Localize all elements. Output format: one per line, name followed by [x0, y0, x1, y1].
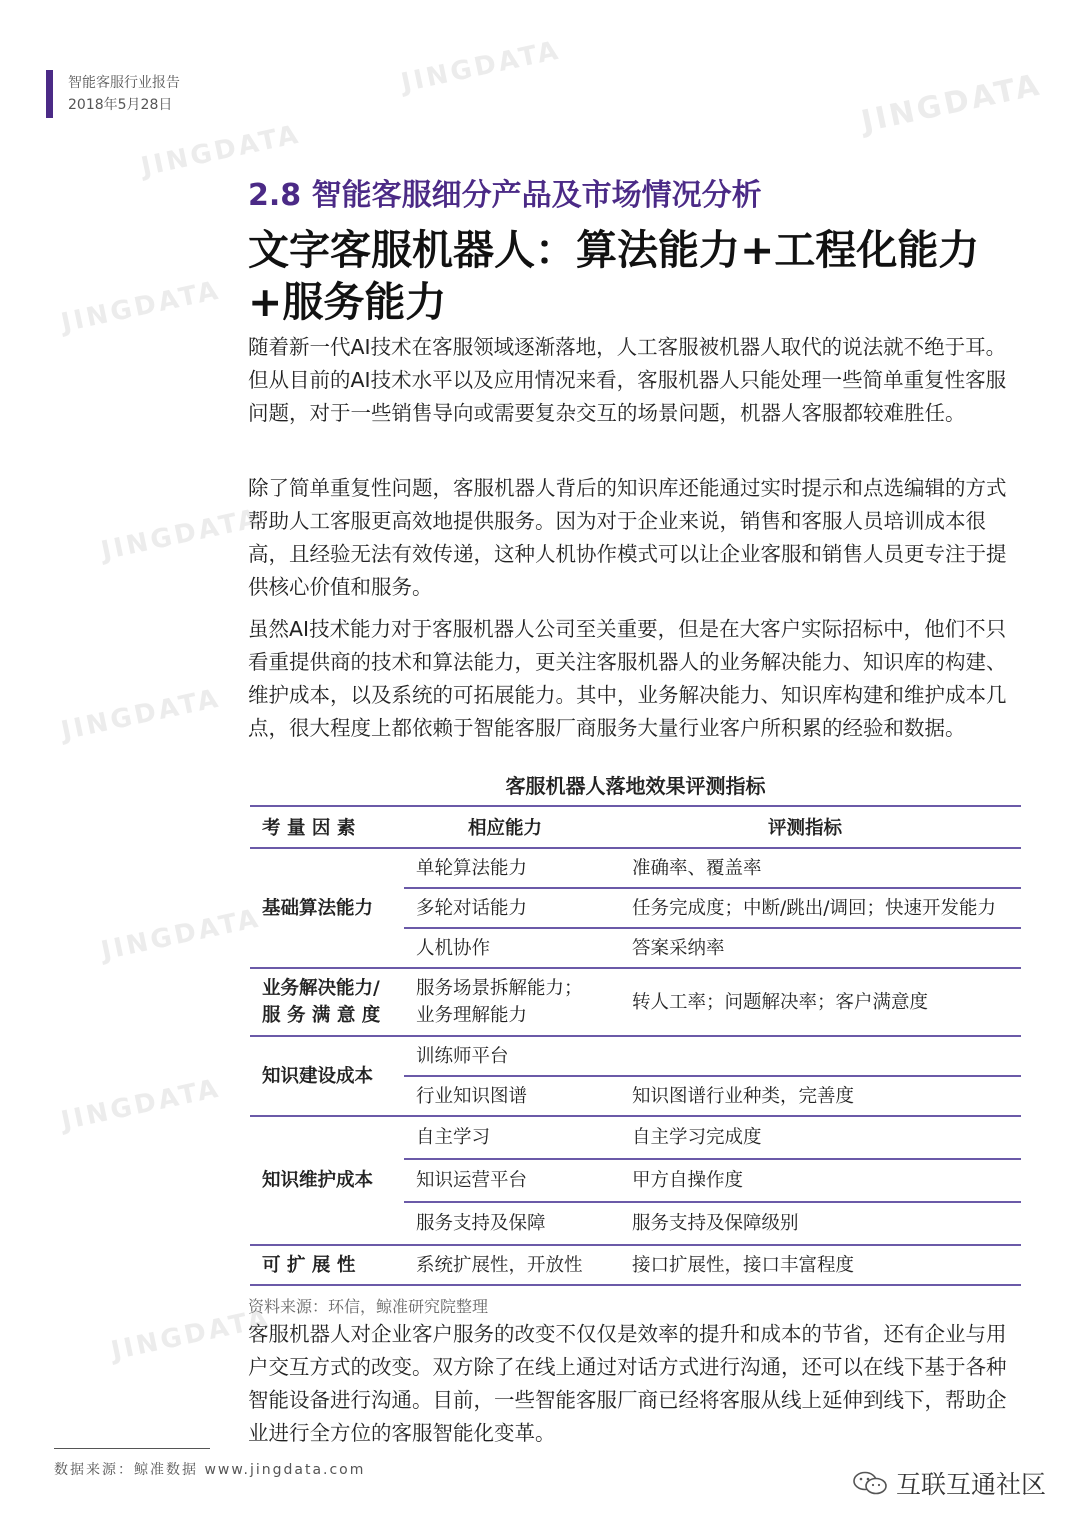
indicator-cell: 接口扩展性，接口丰富程度 [608, 1245, 1021, 1285]
indicator-cell: 准确率、覆盖率 [608, 848, 1021, 888]
table-source: 资料来源：环信，鲸准研究院整理 [248, 1297, 489, 1316]
factor-cell: 基础算法能力 [250, 848, 404, 968]
capability-cell: 知识运营平台 [404, 1159, 608, 1202]
capability-cell: 行业知识图谱 [404, 1076, 608, 1116]
watermark: JINGDATA [398, 35, 564, 99]
paragraph-2: 除了简单重复性问题，客服机器人背后的知识库还能通过实时提示和点选编辑的方式帮助人工客服更高效地提供服务。因为对于企业来说，销售和客服人员培训成本很高，且经验无法有效传递，这种人机协作模式可以让企业客服和销售人员更专注于提供核心价值和服务。 [248, 476, 1007, 599]
indicator-cell: 答案采纳率 [608, 928, 1021, 968]
indicator-cell [608, 1036, 1021, 1076]
table-title: 客服机器人落地效果评测指标 [505, 774, 766, 798]
report-name: 智能客服行业报告 [68, 75, 180, 91]
factor-cell: 知识建设成本 [250, 1036, 404, 1116]
table-row [250, 968, 1021, 1036]
watermark: JINGDATA [98, 903, 264, 967]
watermark: JINGDATA [58, 1073, 224, 1137]
header-bar [46, 70, 53, 118]
watermark: JINGDATA [98, 503, 264, 567]
wechat-icon [852, 1470, 888, 1496]
capability-cell: 系统扩展性，开放性 [404, 1245, 608, 1285]
factor-cell: 业务解决能力/服 务 满 意 度 [250, 968, 404, 1036]
indicator-cell: 转人工率；问题解决率；客户满意度 [608, 968, 1021, 1036]
indicator-cell: 服务支持及保障级别 [608, 1202, 1021, 1245]
indicator-cell: 自主学习完成度 [608, 1116, 1021, 1159]
table-row [250, 1245, 1021, 1285]
brand [852, 1465, 1046, 1501]
factor-cell: 可 扩 展 性 [250, 1245, 404, 1285]
report-header [68, 72, 180, 116]
header-indicator: 评测指标 [608, 806, 1021, 848]
header-factor: 考 量 因 素 [250, 806, 404, 848]
paragraph-1: 随着新一代AI技术在客服领域逐渐落地，人工客服被机器人取代的说法就不绝于耳。但从目前的AI技术水平以及应用情况来看，客服机器人只能处理一些简单重复性客服问题，对于一些销售导向或需要复杂交互的场景问题，机器人客服都较难胜任。 [248, 335, 1007, 425]
capability-cell: 服务场景拆解能力；业务理解能力 [404, 968, 608, 1036]
main-title: 文字客服机器人：算法能力+工程化能力+服务能力 [248, 226, 980, 326]
indicator-cell: 知识图谱行业种类，完善度 [608, 1076, 1021, 1116]
indicator-cell: 甲方自操作度 [608, 1159, 1021, 1202]
table-row [250, 1116, 1021, 1159]
section-title: 2.8 智能客服细分产品及市场情况分析 [248, 178, 762, 213]
brand-name: 互联互通社区 [895, 1470, 1046, 1499]
report-date: 2018年5月28日 [68, 97, 173, 113]
closing-paragraph: 客服机器人对企业客户服务的改变不仅仅是效率的提升和成本的节省，还有企业与用户交互方式的改变。双方除了在线上通过对话方式进行沟通，还可以在线下基于各种智能设备进行沟通。目前，一些智能客服厂商已经将客服从线上延伸到线下，帮助企业进行全方位的客服智能化变革。 [248, 1322, 1007, 1445]
capability-cell: 多轮对话能力 [404, 888, 608, 928]
capability-cell: 训练师平台 [404, 1036, 608, 1076]
watermark: JINGDATA [58, 275, 224, 339]
paragraph-3: 虽然AI技术能力对于客服机器人公司至关重要，但是在大客户实际招标中，他们不只看重提供商的技术和算法能力，更关注客服机器人的业务解决能力、知识库的构建、维护成本，以及系统的可拓展能力。其中，业务解决能力、知识库构建和维护成本几点，很大程度上都依赖于智能客服厂商服务大量行业客户所积累的经验和数据。 [248, 617, 1007, 740]
factor-cell: 知识维护成本 [250, 1116, 404, 1245]
table-row [250, 1036, 1021, 1076]
capability-cell: 人机协作 [404, 928, 608, 968]
footer-source: 数据来源：鲸准数据 www.jingdata.com [54, 1462, 366, 1478]
header-capability: 相应能力 [404, 806, 608, 848]
capability-cell: 服务支持及保障 [404, 1202, 608, 1245]
watermark: JINGDATA [858, 67, 1045, 140]
metrics-table [250, 805, 1021, 1286]
watermark: JINGDATA [58, 683, 224, 747]
indicator-cell: 任务完成度；中断/跳出/调回；快速开发能力 [608, 888, 1021, 928]
watermark: JINGDATA [108, 1303, 274, 1367]
table-row [250, 848, 1021, 888]
footer-divider [54, 1448, 210, 1449]
capability-cell: 自主学习 [404, 1116, 608, 1159]
capability-cell: 单轮算法能力 [404, 848, 608, 888]
watermark: JINGDATA [138, 119, 304, 183]
